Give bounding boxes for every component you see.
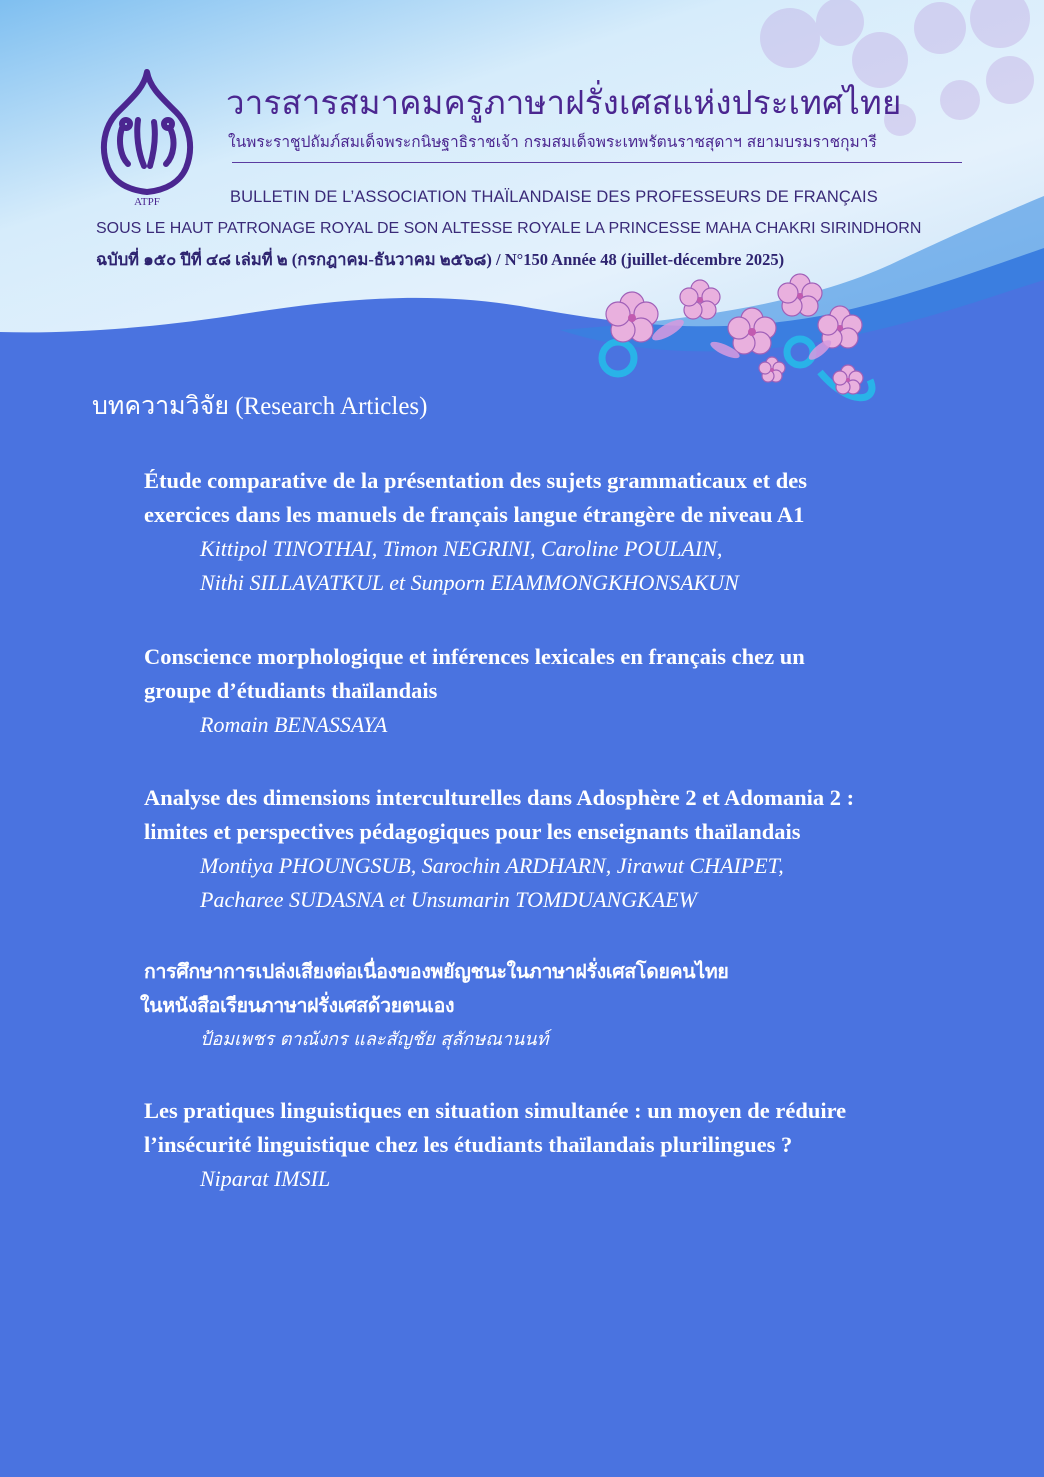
article-author-line: Nithi SILLAVATKUL et Sunporn EIAMMONGKHONSAKUN <box>200 570 739 595</box>
article-title-line: Étude comparative de la présentation des sujets grammaticaux et des <box>144 468 808 493</box>
article-title-line: limites et perspectives pédagogiques pour les enseignants thaïlandais <box>144 819 801 844</box>
article-title-line: Analyse des dimensions interculturelles dans Adosphère 2 et Adomania 2 : <box>144 785 855 810</box>
article-authors <box>144 532 1024 600</box>
bulletin-title-french: BULLETIN DE L’ASSOCIATION THAÏLANDAISE DES PROFESSEURS DE FRANÇAIS <box>230 188 878 206</box>
article-entry <box>144 640 1024 742</box>
section-heading: บทความวิจัย (Research Articles) <box>92 393 428 420</box>
article-title <box>140 955 1024 1023</box>
article-authors <box>144 708 1024 742</box>
article-authors <box>144 1023 1024 1057</box>
article-title-line: การศึกษาการเปล่งเสียงต่อเนื่องของพยัญชนะในภาษาฝรั่งเศสโดยคนไทย <box>144 960 729 983</box>
article-author-line: Niparat IMSIL <box>200 1166 331 1191</box>
article-author-line: ป้อมเพชร ตาณังกร และสัญชัย สุลักษณานนท์ <box>200 1029 549 1050</box>
article-entry <box>140 955 1024 1057</box>
article-author-line: Kittipol TINOTHAI, Timon NEGRINI, Caroline POULAIN, <box>200 536 723 561</box>
article-title-line: exercices dans les manuels de français langue étrangère de niveau A1 <box>144 502 805 527</box>
article-entry <box>144 1094 1024 1196</box>
journal-title-thai: วารสารสมาคมครูภาษาฝรั่งเศสแห่งประเทศไทย <box>226 83 902 122</box>
atpf-logo <box>92 68 202 208</box>
article-title <box>144 640 1024 708</box>
atpf-logo-emblem-icon <box>92 68 202 196</box>
article-authors <box>144 849 1024 917</box>
article-author-line: Romain BENASSAYA <box>200 712 388 737</box>
article-title-line: l’insécurité linguistique chez les étudiants thaïlandais plurilingues ? <box>144 1132 793 1157</box>
logo-label: ATPF <box>134 196 160 208</box>
article-authors <box>144 1162 1024 1196</box>
article-title-line: Les pratiques linguistiques en situation simultanée : un moyen de réduire <box>144 1098 847 1123</box>
article-author-line: Montiya PHOUNGSUB, Sarochin ARDHARN, Jirawut CHAIPET, <box>200 853 784 878</box>
royal-patronage-french: SOUS LE HAUT PATRONAGE ROYAL DE SON ALTESSE ROYALE LA PRINCESSE MAHA CHAKRI SIRINDHORN <box>96 220 922 237</box>
article-entry <box>144 781 1024 917</box>
article-title <box>144 464 1024 532</box>
article-author-line: Pacharee SUDASNA et Unsumarin TOMDUANGKAEW <box>200 887 697 912</box>
article-title <box>144 781 1024 849</box>
issue-number: ฉบับที่ ๑๕๐ ปีที่ ๔๘ เล่มที่ ๒ (กรกฎาคม-ธันวาคม ๒๕๖๘) / N°150 Année 48 (juillet-décembre 2025) <box>96 250 785 269</box>
royal-patronage-thai: ในพระราชูปถัมภ์สมเด็จพระกนิษฐาธิราชเจ้า กรมสมเด็จพระเทพรัตนราชสุดาฯ สยามบรมราชกุมารี <box>228 133 877 151</box>
article-title-line: Conscience morphologique et inférences lexicales en français chez un <box>144 644 805 669</box>
header-divider <box>232 162 962 163</box>
article-entry <box>144 464 1024 600</box>
article-title <box>144 1094 1024 1162</box>
article-title-line: ในหนังสือเรียนภาษาฝรั่งเศสด้วยตนเอง <box>140 994 455 1017</box>
article-title-line: groupe d’étudiants thaïlandais <box>144 678 438 703</box>
